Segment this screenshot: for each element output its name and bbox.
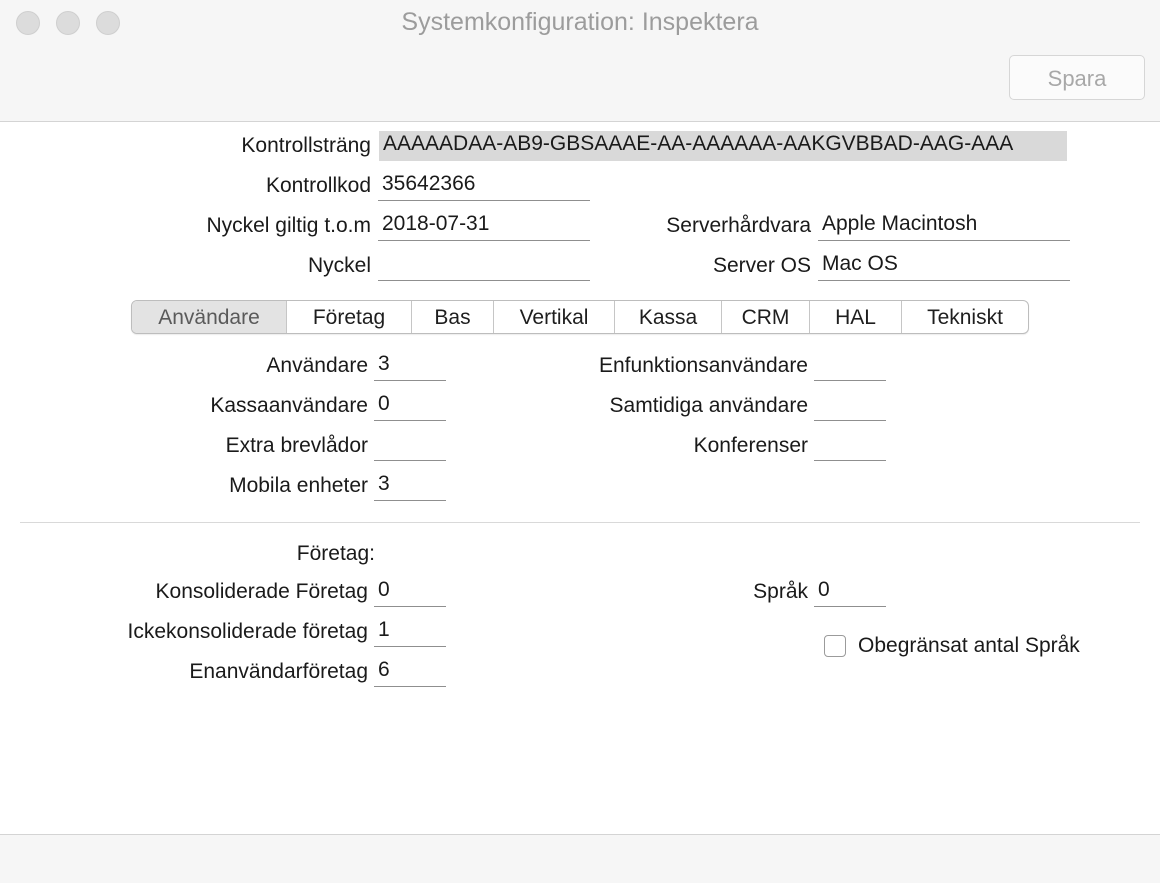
concurrent-users-label: Samtidiga användare — [609, 394, 808, 417]
control-code-label: Kontrollkod — [265, 174, 371, 197]
tab-crm[interactable]: CRM — [722, 301, 810, 333]
single-function-users-label: Enfunktionsanvändare — [599, 354, 808, 377]
tab-users[interactable]: Användare — [132, 301, 287, 333]
category-tabs — [131, 300, 1029, 334]
consolidated-companies-field[interactable]: 0 — [374, 577, 446, 607]
section-divider — [20, 522, 1140, 523]
extra-mailboxes-field[interactable] — [374, 431, 446, 461]
languages-field[interactable]: 0 — [814, 577, 886, 607]
server-hardware-field[interactable]: Apple Macintosh — [818, 211, 1070, 241]
title-bar — [0, 0, 1160, 122]
extra-mailboxes-label: Extra brevlådor — [225, 434, 368, 457]
tab-vertical[interactable]: Vertikal — [494, 301, 615, 333]
key-field[interactable] — [378, 251, 590, 281]
conferences-field[interactable] — [814, 431, 886, 461]
key-valid-label: Nyckel giltig t.o.m — [206, 214, 371, 237]
key-label: Nyckel — [307, 254, 371, 277]
tab-pos[interactable]: Kassa — [615, 301, 722, 333]
single-user-companies-field[interactable]: 6 — [374, 657, 446, 687]
unlimited-languages-checkbox[interactable] — [824, 635, 846, 657]
server-os-field[interactable]: Mac OS — [818, 251, 1070, 281]
tab-base[interactable]: Bas — [412, 301, 494, 333]
single-user-companies-label: Enanvändarföretag — [189, 660, 368, 683]
users-field[interactable]: 3 — [374, 351, 446, 381]
single-function-users-field[interactable] — [814, 351, 886, 381]
consolidated-companies-label: Konsoliderade Företag — [155, 580, 368, 603]
mobile-devices-label: Mobila enheter — [229, 474, 368, 497]
mobile-devices-field[interactable]: 3 — [374, 471, 446, 501]
unlimited-languages-label[interactable]: Obegränsat antal Språk — [858, 634, 1080, 657]
server-os-label: Server OS — [712, 254, 811, 277]
save-button[interactable]: Spara — [1009, 55, 1145, 100]
control-string-field[interactable]: AAAAADAA-AB9-GBSAAAE-AA-AAAAAA-AAKGVBBAD-AAG-AAA — [379, 131, 1067, 161]
nonconsolidated-companies-field[interactable]: 1 — [374, 617, 446, 647]
key-valid-field[interactable]: 2018-07-31 — [378, 211, 590, 241]
bottom-bar — [0, 834, 1160, 883]
control-code-field[interactable]: 35642366 — [378, 171, 590, 201]
languages-label: Språk — [753, 580, 808, 603]
window-title: Systemkonfiguration: Inspektera — [401, 8, 759, 36]
tab-hal[interactable]: HAL — [810, 301, 902, 333]
companies-section-label: Företag: — [296, 542, 375, 565]
tab-companies[interactable]: Företag — [287, 301, 412, 333]
control-string-label: Kontrollsträng — [241, 134, 371, 157]
conferences-label: Konferenser — [693, 434, 808, 457]
concurrent-users-field[interactable] — [814, 391, 886, 421]
pos-users-field[interactable]: 0 — [374, 391, 446, 421]
tab-technical[interactable]: Tekniskt — [927, 306, 1003, 329]
pos-users-label: Kassaanvändare — [210, 394, 368, 417]
users-label: Användare — [266, 354, 368, 377]
nonconsolidated-companies-label: Ickekonsoliderade företag — [127, 620, 368, 643]
server-hardware-label: Serverhårdvara — [666, 214, 811, 237]
